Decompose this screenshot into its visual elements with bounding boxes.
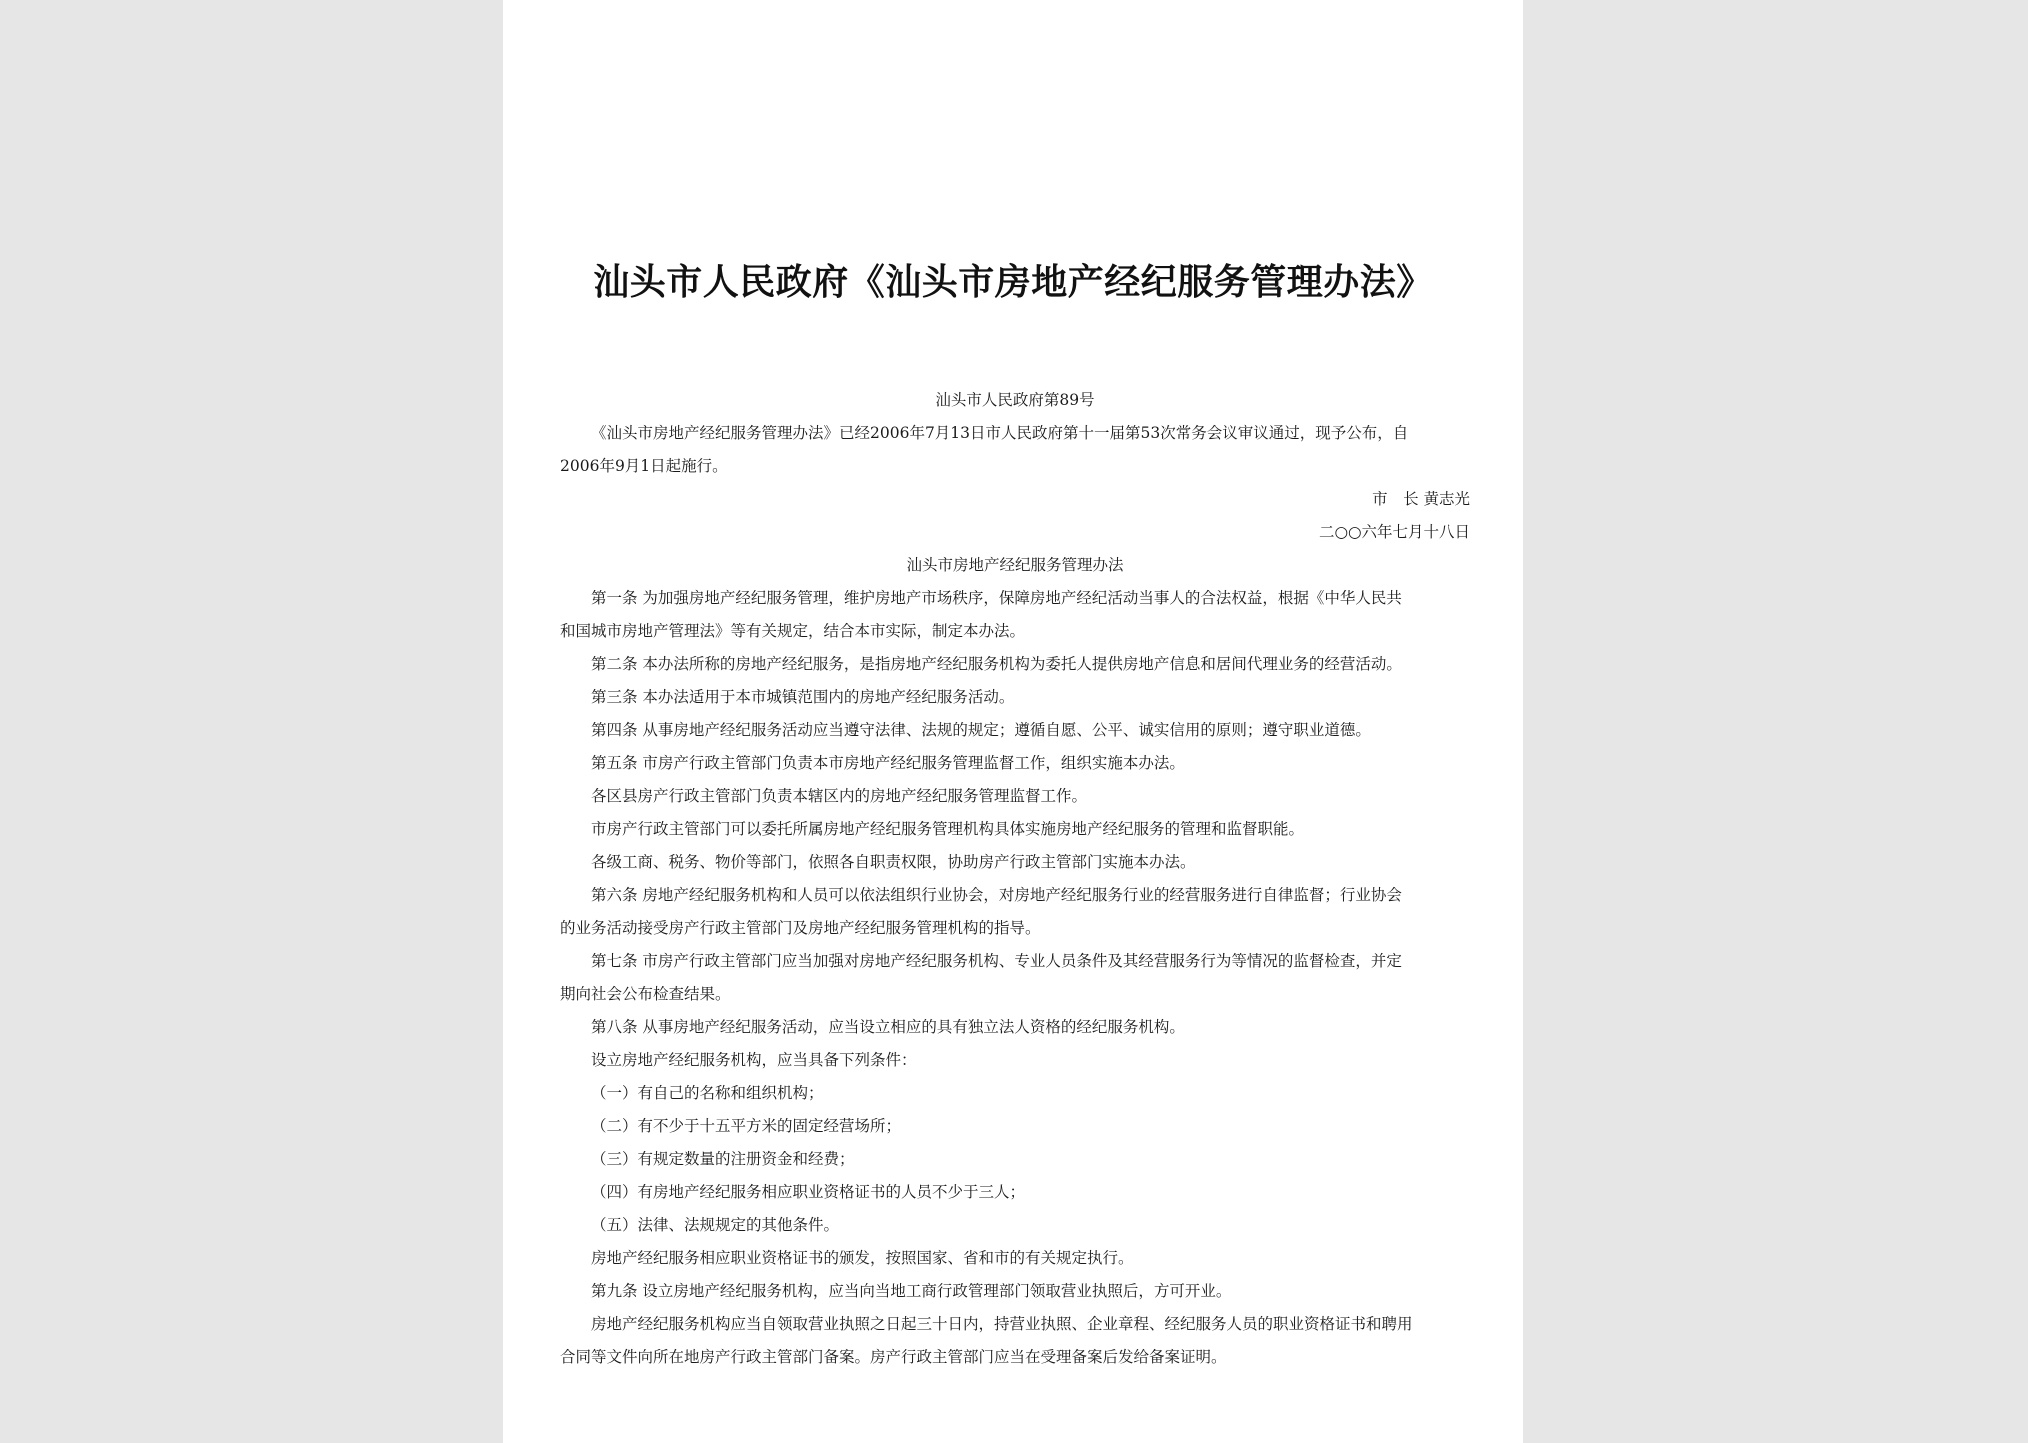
document-line: 第一条 为加强房地产经纪服务管理，维护房地产市场秩序，保障房地产经纪活动当事人的合法权益，根据《中华人民共 — [591, 589, 1402, 607]
document-line: 《汕头市房地产经纪服务管理办法》已经2006年7月13日市人民政府第十一届第53次常务会议审议通过，现予公布，自 — [591, 424, 1409, 442]
document-line: 汕头市人民政府第89号 — [935, 391, 1095, 409]
document-line: 第四条 从事房地产经纪服务活动应当遵守法律、法规的规定；遵循自愿、公平、诚实信用的原则；遵守职业道德。 — [591, 721, 1371, 739]
document-line: 2006年9月1日起施行。 — [560, 457, 728, 475]
document-line: 房地产经纪服务相应职业资格证书的颁发，按照国家、省和市的有关规定执行。 — [591, 1249, 1134, 1267]
document-line: 第三条 本办法适用于本市城镇范围内的房地产经纪服务活动。 — [591, 688, 1015, 706]
document-line: （二）有不少于十五平方米的固定经营场所； — [591, 1117, 902, 1135]
document-line: 市 长 黄志光 — [1372, 490, 1470, 508]
document-line: 第八条 从事房地产经纪服务活动，应当设立相应的具有独立法人资格的经纪服务机构。 — [591, 1018, 1185, 1036]
document-line: 汕头市房地产经纪服务管理办法 — [906, 556, 1124, 574]
document-line: 和国城市房地产管理法》等有关规定，结合本市实际，制定本办法。 — [560, 622, 1026, 640]
document-line: 各级工商、税务、物价等部门，依照各自职责权限，协助房产行政主管部门实施本办法。 — [591, 853, 1196, 871]
document-line: 第六条 房地产经纪服务机构和人员可以依法组织行业协会，对房地产经纪服务行业的经营服务进行自律监督；行业协会 — [591, 886, 1402, 904]
document-line: 的业务活动接受房产行政主管部门及房地产经纪服务管理机构的指导。 — [560, 919, 1041, 937]
document-line: 合同等文件向所在地房产行政主管部门备案。房产行政主管部门应当在受理备案后发给备案证明。 — [560, 1348, 1227, 1366]
document-body — [560, 384, 1470, 1374]
document-line: 市房产行政主管部门可以委托所属房地产经纪服务管理机构具体实施房地产经纪服务的管理和监督职能。 — [591, 820, 1305, 838]
document-line: 第七条 市房产行政主管部门应当加强对房地产经纪服务机构、专业人员条件及其经营服务行为等情况的监督检查，并定 — [591, 952, 1402, 970]
document-line: 期向社会公布检查结果。 — [560, 985, 731, 1003]
document-line: 第二条 本办法所称的房地产经纪服务，是指房地产经纪服务机构为委托人提供房地产信息和居间代理业务的经营活动。 — [591, 655, 1402, 673]
document-line: （五）法律、法规规定的其他条件。 — [591, 1216, 840, 1234]
document-line: 第五条 市房产行政主管部门负责本市房地产经纪服务管理监督工作，组织实施本办法。 — [591, 754, 1185, 772]
document-title: 汕头市人民政府《汕头市房地产经纪服务管理办法》 — [593, 261, 1433, 303]
document-line: （三）有规定数量的注册资金和经费； — [591, 1150, 855, 1168]
document-page — [503, 0, 1523, 1443]
document-line: （四）有房地产经纪服务相应职业资格证书的人员不少于三人； — [591, 1183, 1026, 1201]
document-line: 二○○六年七月十八日 — [1318, 523, 1470, 541]
document-line: 房地产经纪服务机构应当自领取营业执照之日起三十日内，持营业执照、企业章程、经纪服务人员的职业资格证书和聘用 — [591, 1315, 1413, 1333]
document-line: （一）有自己的名称和组织机构； — [591, 1084, 824, 1102]
document-line: 各区县房产行政主管部门负责本辖区内的房地产经纪服务管理监督工作。 — [591, 787, 1088, 805]
document-line: 设立房地产经纪服务机构，应当具备下列条件： — [591, 1051, 917, 1069]
document-line: 第九条 设立房地产经纪服务机构，应当向当地工商行政管理部门领取营业执照后，方可开业。 — [591, 1282, 1232, 1300]
